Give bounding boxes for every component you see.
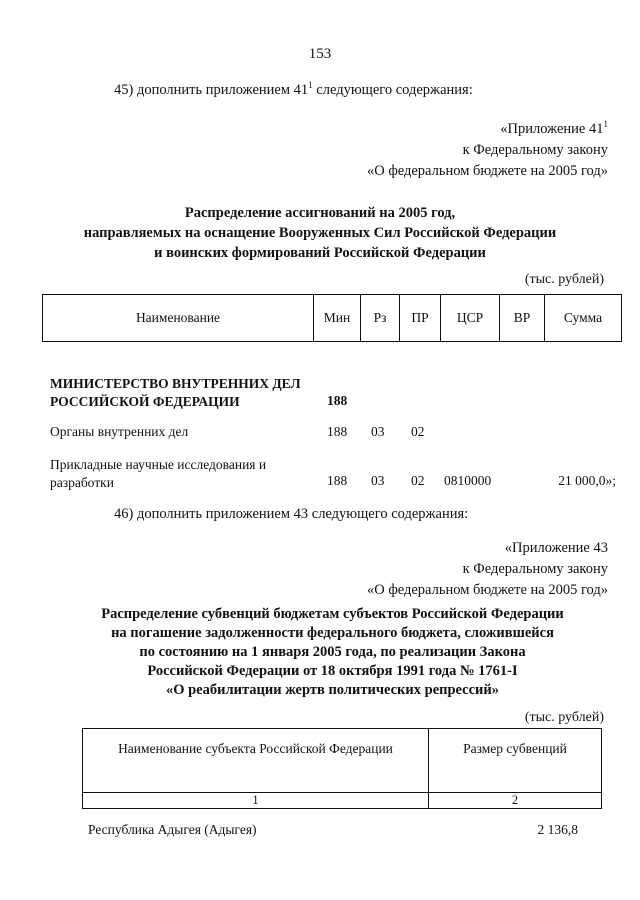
item-46-paragraph: 46) дополнить приложением 43 следующего содержания: [114,506,469,522]
heading-2-line-5: «О реабилитации жертв политических репрессий» [166,682,499,698]
appendix-41-block [367,114,608,182]
research-csr: 0810000 [444,473,492,488]
item-45-paragraph [114,80,473,99]
row-adygea-value: 2 136,8 [537,822,578,837]
appendix-41-law: к Федеральному закону [462,141,608,158]
col-sum: Сумма [545,295,622,342]
col-csr: ЦСР [441,295,500,342]
heading-appropriations [0,203,640,263]
item-45-sup: 1 [308,80,313,90]
research-pr: 02 [411,473,425,488]
heading-1-line-2: направляемых на оснащение Вооруженных Сил Российской Федерации [83,225,557,241]
organs-pr: 02 [411,424,425,439]
col-subvention-size: Размер субвенций [429,729,602,793]
heading-1-line-3: и воинских формирований Российской Федерации [154,245,486,261]
table-subventions-header [82,728,602,809]
appendix-41-title: «Приложение $41^1$ [500,119,608,137]
col-name: Наименование [43,295,314,342]
research-name: Прикладные научные исследования и разработки [50,457,267,490]
page-number: 153 [308,46,332,62]
table-appropriations-header [42,294,622,342]
organs-name: Органы внутренних дел [50,424,189,439]
appendix-43-law: к Федеральному закону [462,561,608,577]
research-min: 188 [327,473,348,488]
item-45-text: 45) дополнить приложением 41 [114,81,309,98]
heading-subventions [60,605,605,700]
appendix-41-budget: «О федеральном бюджете на 2005 год» [367,162,608,179]
col-pr: ПР [400,295,441,342]
row-adygea-name: Республика Адыгея (Адыгея) [88,822,257,837]
ministry-min: 188 [327,393,348,408]
heading-2-line-4: Российской Федерации от 18 октября 1991 года № 1761-I [147,663,518,679]
col-subject-name: Наименование субъекта Российской Федерации [83,729,429,793]
appendix-43-title: «Приложение 43 [504,540,608,556]
col-num-2: 2 [429,793,602,809]
item-45-text-after: следующего содержания: [312,81,473,98]
appendix-43-budget: «О федеральном бюджете на 2005 год» [367,582,608,598]
heading-1-line-1: Распределение ассигнований на 2005 год, [184,205,456,221]
research-rz: 03 [371,473,385,488]
organs-rz: 03 [371,424,385,439]
heading-2-line-1: Распределение субвенций бюджетам субъектов Российской Федерации [101,606,564,622]
col-rz: Рз [361,295,400,342]
heading-2-line-3: по состоянию на 1 января 2005 года, по реализации Закона [139,644,526,660]
ministry-name: МИНИСТЕРСТВО ВНУТРЕННИХ ДЕЛ РОССИЙСКОЙ ФЕДЕРАЦИИ [50,376,301,409]
unit-label-2: (тыс. рублей) [524,710,604,725]
heading-2-line-2: на погашение задолженности федерального бюджета, сложившейся [111,625,554,641]
organs-min: 188 [327,424,348,439]
unit-label-1: (тыс. рублей) [524,272,604,287]
col-min: Мин [314,295,361,342]
research-sum: 21 000,0»; [558,473,616,488]
col-vr: ВР [500,295,545,342]
appendix-43-block [367,538,608,601]
col-num-1: 1 [83,793,429,809]
